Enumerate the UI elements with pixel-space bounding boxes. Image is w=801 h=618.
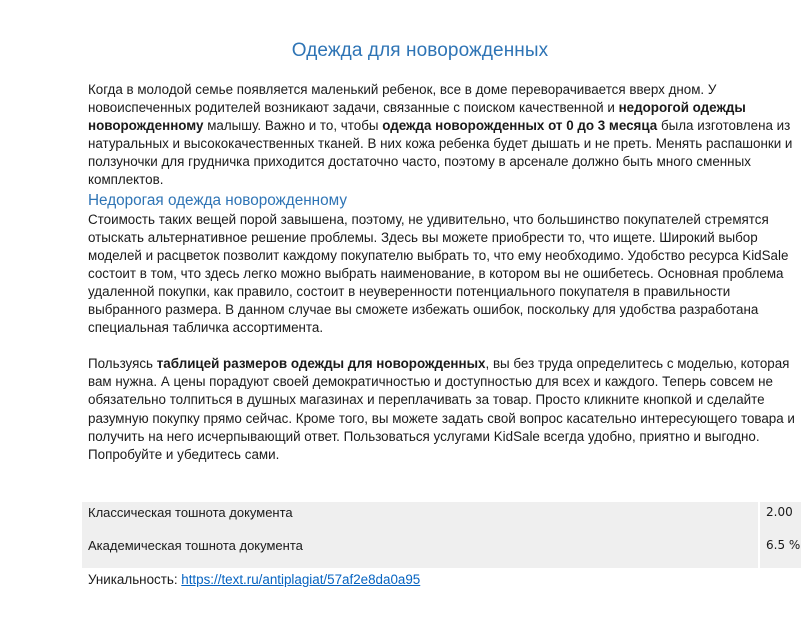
intro-text-3: была изготовлена из натуральных и высококачественных тканей. В них кожа ребенка будет дышать и не преть. Менять распашонки и ползуночки для грудничка приходится достаточно часто, поэтому в арсенале должно быть много сменных комплектов. xyxy=(88,118,793,188)
intro-bold-1: недорогой одежды новорожденному xyxy=(88,100,746,134)
stat-label: Академическая тошнота документа xyxy=(88,538,303,553)
uniqueness-label: Уникальность: xyxy=(88,572,182,587)
final-text-1: Пользуясь xyxy=(88,356,157,372)
uniqueness-link[interactable]: https://text.ru/antiplagiat/57af2e8da0a95 xyxy=(181,572,421,587)
stat-value: 2.00 xyxy=(766,505,793,519)
stat-row-academic-nausea xyxy=(82,535,801,568)
final-paragraph xyxy=(88,355,800,464)
paragraph-spacer xyxy=(88,337,800,355)
stat-label: Классическая тошнота документа xyxy=(88,505,293,520)
uniqueness-line xyxy=(88,572,420,587)
section-subheading: Недорогая одежда новорожденному xyxy=(88,191,347,209)
final-bold-1: таблицей размеров одежды для новорожденных xyxy=(156,356,486,372)
stat-row-classic-nausea xyxy=(82,502,801,535)
intro-text-1: Когда в молодой семье появляется маленький ребенок, все в доме переворачивается вверх дном. У новоиспеченных родителей возникают задачи, связанные с поиском качественной и xyxy=(88,82,717,116)
intro-bold-2: одежда новорожденных от 0 до 3 месяца xyxy=(382,118,658,134)
intro-paragraph xyxy=(88,81,800,190)
page-title: Одежда для новорожденных xyxy=(291,40,549,61)
text-stats-table xyxy=(82,502,801,568)
article-body xyxy=(88,81,800,464)
stat-value: 6.5 % xyxy=(766,538,801,552)
final-text-2: , вы без труда определитесь с моделью, которая вам нужна. А цены порадуют своей демократичностью и доступностью для всех и каждого. Теперь совсем не обязательно толпиться в душных магазинах и переплачивать за товар. Просто кликните кнопкой и сделайте разумную покупку прямо сейчас. Кроме того, вы можете задать свой вопрос касательно интересующего товара и получить на него исчерпывающий ответ. Пользоваться услугами KidSale всегда удобно, приятно и выгодно. Попробуйте и убедитесь сами. xyxy=(88,356,795,462)
section-paragraph: Стоимость таких вещей порой завышена, поэтому, не удивительно, что большинство покупателей стремятся отыскать альтернативное решение проблемы. Здесь вы можете приобрести то, что ищете. Широкий выбор моделей и расцветок позволит каждому покупателю выбрать то, что ему необходимо. Удобство ресурса KidSale состоит в том, что здесь легко можно выбрать наименование, в котором вы не ошибетесь. Основная проблема удаленной покупки, как правило, состоит в неуверенности потенциального покупателя в правильности выбранного размера. В данном случае вы сможете избежать ошибок, поскольку для удобства разработана специальная табличка ассортимента. xyxy=(88,211,789,336)
intro-text-2: малышу. Важно и то, чтобы xyxy=(203,118,383,134)
